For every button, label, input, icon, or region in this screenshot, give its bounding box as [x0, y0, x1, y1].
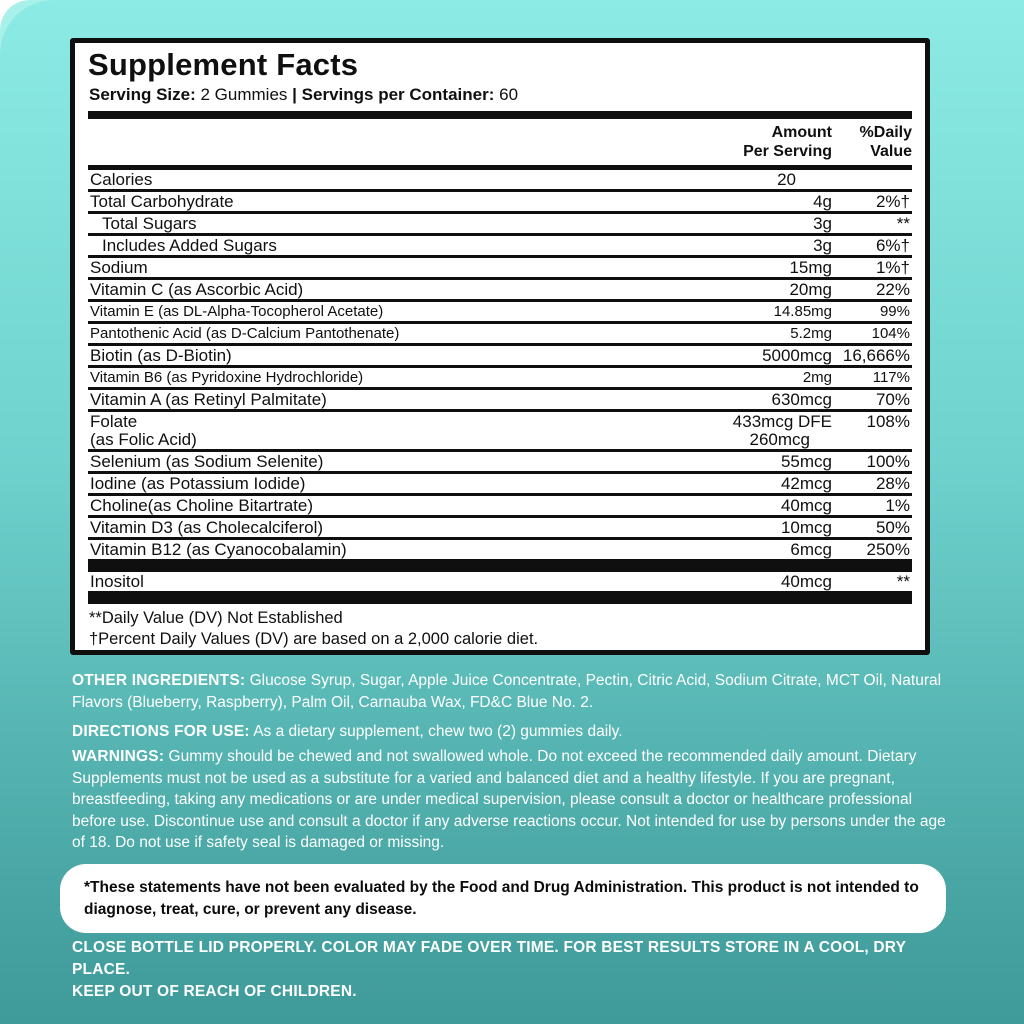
- daily-value-percent: 108%: [866, 412, 910, 431]
- amount-per-serving-value: 5.2mg: [790, 325, 832, 342]
- nutrient-name: Vitamin B12 (as Cyanocobalamin): [90, 540, 347, 559]
- footnotes: [88, 604, 912, 650]
- daily-value-percent: 250%: [866, 540, 910, 559]
- amount-per-serving-value: 42mcg: [780, 474, 832, 493]
- daily-value-percent: **: [896, 572, 910, 591]
- daily-value-percent: 16,666%: [842, 346, 910, 365]
- daily-value-header: %Daily Value: [859, 124, 912, 160]
- table-row: [88, 170, 912, 189]
- storage-line-2: KEEP OUT OF REACH OF CHILDREN.: [72, 983, 357, 1000]
- nutrient-name: Selenium (as Sodium Selenite): [90, 452, 324, 471]
- warnings-label: WARNINGS:: [72, 748, 165, 765]
- table-row: [88, 255, 912, 277]
- daily-value-percent: 1%†: [875, 258, 910, 277]
- section-divider-bar: [88, 559, 912, 572]
- table-row: [88, 409, 912, 449]
- facts-rows: [88, 170, 912, 604]
- warnings: [72, 746, 950, 854]
- servings-per-container-value: 60: [499, 85, 519, 104]
- divider-bar-top: [88, 111, 912, 119]
- amount-header: Amount Per Serving: [743, 124, 832, 160]
- table-row: [88, 493, 912, 515]
- table-row: [88, 211, 912, 233]
- nutrient-name: Vitamin E (as DL-Alpha-Tocopherol Acetate): [90, 303, 384, 320]
- daily-value-percent: 70%: [875, 390, 910, 409]
- amount-per-serving-value: 433mcg DFE 260mcg: [732, 412, 832, 449]
- nutrient-name: Inositol: [90, 572, 144, 591]
- daily-value-percent: 6%†: [875, 236, 910, 255]
- fda-disclaimer-text: *These statements have not been evaluated by the Food and Drug Administration. This product is not intended to diagnose, treat, cure, or prevent any disease.: [84, 879, 919, 918]
- nutrient-name: Vitamin C (as Ascorbic Acid): [90, 280, 304, 299]
- amount-per-serving-value: 40mcg: [780, 496, 832, 515]
- table-row: [88, 233, 912, 255]
- amount-per-serving-value: 630mcg: [771, 390, 832, 409]
- amount-per-serving-value: 20: [777, 170, 796, 189]
- daily-value-percent: 104%: [871, 325, 910, 342]
- table-row: [88, 537, 912, 559]
- fda-disclaimer-box: [60, 864, 946, 933]
- nutrient-name: Biotin (as D-Biotin): [90, 346, 232, 365]
- serving-size-label: Serving Size:: [89, 85, 196, 104]
- amount-per-serving-value: 3g: [813, 236, 832, 255]
- daily-value-percent: 99%: [879, 303, 910, 320]
- column-headers: [88, 119, 912, 165]
- amount-per-serving-value: 6mcg: [790, 540, 832, 559]
- directions-for-use: [72, 721, 950, 743]
- supplement-facts-panel: [70, 38, 930, 655]
- serving-info: [89, 84, 912, 105]
- table-row: [88, 365, 912, 387]
- amount-per-serving-value: 55mcg: [780, 452, 832, 471]
- nutrient-name: Folate (as Folic Acid): [90, 412, 197, 449]
- warnings-text: Gummy should be chewed and not swallowed whole. Do not exceed the recommended daily amount. Dietary Supplements must not be used as a substitute for a varied and balanced diet and a healthy lifestyle. If you are pregnant, breastfeeding, taking any medications or are under medical supervision, please consult a doctor or healthcare professional before use. Discontinue use and consult a doctor if any adverse reactions occur. Not intended for use by persons under the age of 18. Do not use if safety seal is damaged or missing.: [72, 748, 946, 851]
- amount-per-serving-value: 4g: [813, 192, 832, 211]
- nutrient-name: Iodine (as Potassium Iodide): [90, 474, 306, 493]
- daily-value-percent: 117%: [872, 369, 910, 386]
- nutrient-name: Includes Added Sugars: [102, 236, 277, 255]
- daily-value-percent: 2%†: [875, 192, 910, 211]
- nutrient-name: Vitamin B6 (as Pyridoxine Hydrochloride): [90, 369, 364, 386]
- table-row: [88, 189, 912, 211]
- nutrient-name: Calories: [90, 170, 153, 189]
- table-row: [88, 471, 912, 493]
- separator-pipe: |: [292, 85, 297, 104]
- daily-value-percent: 50%: [875, 518, 910, 537]
- amount-per-serving-value: 15mg: [789, 258, 832, 277]
- daily-value-percent: 22%: [875, 280, 910, 299]
- nutrient-name: Pantothenic Acid (as D-Calcium Pantothenate): [90, 325, 400, 342]
- other-ingredients-text: Glucose Syrup, Sugar, Apple Juice Concentrate, Pectin, Citric Acid, Sodium Citrate, MCT Oil, Natural Flavors (Blueberry, Raspberry), Palm Oil, Carnauba Wax, FD&C Blue No. 2.: [72, 672, 942, 711]
- storage-instructions: [72, 937, 950, 1003]
- daily-value-percent: 1%: [885, 496, 910, 515]
- footnote-dv-not-established: **Daily Value (DV) Not Established: [89, 609, 343, 627]
- nutrient-name: Total Carbohydrate: [90, 192, 234, 211]
- daily-value-percent: 28%: [875, 474, 910, 493]
- nutrient-name: Total Sugars: [102, 214, 197, 233]
- daily-value-percent: 100%: [866, 452, 910, 471]
- nutrient-name: Sodium: [90, 258, 148, 277]
- amount-per-serving-value: 20mg: [789, 280, 832, 299]
- nutrient-name: Choline(as Choline Bitartrate): [90, 496, 313, 515]
- directions-text: As a dietary supplement, chew two (2) gummies daily.: [253, 723, 623, 740]
- table-row: [88, 277, 912, 299]
- table-row: [88, 387, 912, 409]
- other-ingredients-label: OTHER INGREDIENTS:: [72, 672, 246, 689]
- amount-per-serving-value: 2mg: [802, 369, 832, 386]
- other-ingredients: [72, 670, 950, 713]
- amount-per-serving-value: 14.85mg: [773, 303, 832, 320]
- footnote-percent-dv: †Percent Daily Values (DV) are based on a 2,000 calorie diet.: [89, 630, 539, 648]
- nutrient-name: Vitamin D3 (as Cholecalciferol): [90, 518, 324, 537]
- daily-value-percent: **: [896, 214, 910, 233]
- table-row: [88, 299, 912, 321]
- table-row: [88, 572, 912, 591]
- servings-per-container-label: Servings per Container:: [301, 85, 495, 104]
- serving-size-value: 2 Gummies: [200, 85, 288, 104]
- panel-title: Supplement Facts: [88, 47, 359, 82]
- section-divider-bar: [88, 591, 912, 604]
- table-row: [88, 515, 912, 537]
- amount-per-serving-value: 10mcg: [780, 518, 832, 537]
- nutrient-name: Vitamin A (as Retinyl Palmitate): [90, 390, 327, 409]
- storage-line-1: CLOSE BOTTLE LID PROPERLY. COLOR MAY FADE OVER TIME. FOR BEST RESULTS STORE IN A COOL, DRY PLACE.: [72, 939, 906, 978]
- table-row: [88, 449, 912, 471]
- directions-label: DIRECTIONS FOR USE:: [72, 723, 250, 740]
- amount-per-serving-value: 40mcg: [780, 572, 832, 591]
- table-row: [88, 321, 912, 343]
- amount-per-serving-value: 5000mcg: [762, 346, 832, 365]
- amount-per-serving-value: 3g: [813, 214, 832, 233]
- table-row: [88, 343, 912, 365]
